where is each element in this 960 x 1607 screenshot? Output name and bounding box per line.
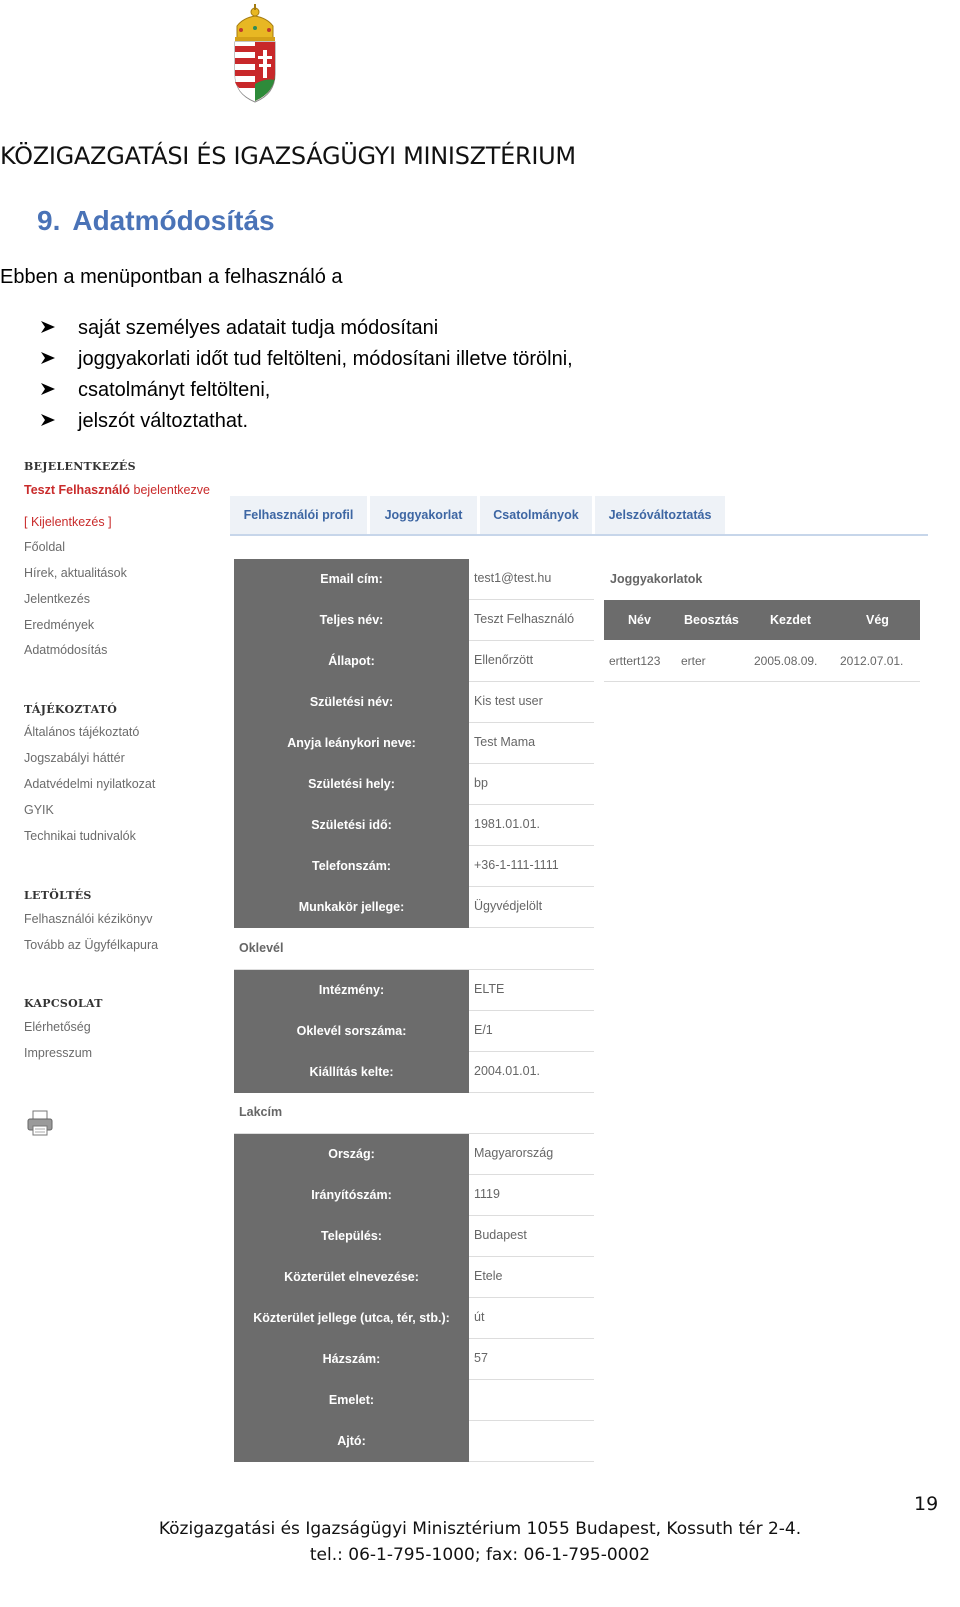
form-row-street-type: [234, 1298, 594, 1339]
logout-link[interactable]: [ Kijelentkezés ]: [24, 515, 112, 529]
sidebar-heading-login: BEJELENTKEZÉS: [24, 460, 136, 473]
app-screenshot: [18, 452, 948, 1472]
field-label: Email cím:: [234, 559, 469, 600]
form-row-status: [234, 641, 594, 682]
form-row-birth-name: [234, 682, 594, 723]
tab-joggyakorlat[interactable]: Joggyakorlat: [370, 496, 477, 534]
field-label: Teljes név:: [234, 600, 469, 641]
form-row-house-number: [234, 1339, 594, 1380]
field-label: Intézmény:: [234, 970, 469, 1011]
form-row-floor: [234, 1380, 594, 1421]
list-item: joggyakorlati időt tud feltölteni, módosítani illetve törölni,: [40, 344, 573, 375]
form-row-institution: [234, 970, 594, 1011]
field-value: Etele: [469, 1257, 594, 1298]
arrow-bullet-icon: [40, 344, 78, 375]
field-label: Kiállítás kelte:: [234, 1052, 469, 1093]
column-header: Név: [628, 613, 651, 627]
sidebar-item-manual[interactable]: Felhasználói kézikönyv: [24, 912, 153, 926]
field-label: Munkakör jellege:: [234, 887, 469, 928]
field-value: 1119: [469, 1175, 594, 1216]
tab-password-change[interactable]: Jelszóváltoztatás: [595, 496, 725, 534]
tab-user-profile[interactable]: Felhasználói profil: [230, 496, 367, 534]
field-value: Test Mama: [469, 723, 594, 764]
intro-text: Ebben a menüpontban a felhasználó a: [0, 266, 343, 288]
field-label: Anyja leánykori neve:: [234, 723, 469, 764]
field-label: Irányítószám:: [234, 1175, 469, 1216]
section-heading: [37, 205, 275, 237]
coat-of-arms-logo: [231, 4, 279, 104]
field-label: Közterület jellege (utca, tér, stb.):: [234, 1298, 469, 1339]
sidebar-item-news[interactable]: Hírek, aktualitások: [24, 566, 127, 580]
field-value: 1981.01.01.: [469, 805, 594, 846]
field-label: Születési idő:: [234, 805, 469, 846]
form-row-mother-name: [234, 723, 594, 764]
section-title-oklevel: Oklevél: [239, 941, 284, 955]
page-number: 19: [914, 1493, 939, 1515]
field-value: [469, 1421, 594, 1462]
sidebar-item-contact[interactable]: Elérhetőség: [24, 1020, 91, 1034]
list-item: jelszót változtathat.: [40, 406, 573, 437]
field-value: Magyarország: [469, 1134, 594, 1175]
field-label: Házszám:: [234, 1339, 469, 1380]
ministry-title: KÖZIGAZGATÁSI ÉS IGAZSÁGÜGYI MINISZTÉRIUM: [0, 142, 576, 170]
field-label: Oklevél sorszáma:: [234, 1011, 469, 1052]
profile-tabbar: [230, 496, 928, 536]
field-value: [469, 1380, 594, 1421]
sidebar-item-faq[interactable]: GYIK: [24, 803, 54, 817]
sidebar-item-home[interactable]: Főoldal: [24, 540, 65, 554]
sidebar-item-general-info[interactable]: Általános tájékoztató: [24, 725, 140, 739]
form-row-birth-place: [234, 764, 594, 805]
joggyakorlat-title: Joggyakorlatok: [610, 572, 703, 586]
field-value: út: [469, 1298, 594, 1339]
table-cell: erttert123: [609, 654, 661, 668]
footer-address: Közigazgatási és Igazságügyi Minisztérium 1055 Budapest, Kossuth tér 2-4.: [158, 1519, 802, 1539]
field-value: Kis test user: [469, 682, 594, 723]
form-row-phone: [234, 846, 594, 887]
section-number: 9.: [37, 205, 61, 236]
field-value: Teszt Felhasználó: [469, 600, 594, 641]
field-value: Ügyvédjelölt: [469, 887, 594, 928]
table-cell: erter: [681, 654, 706, 668]
field-label: Közterület elnevezése:: [234, 1257, 469, 1298]
arrow-bullet-icon: [40, 375, 78, 406]
sidebar-item-ugyfelkapu[interactable]: Tovább az Ügyfélkapura: [24, 938, 159, 952]
sidebar-item-data-edit[interactable]: Adatmódosítás: [24, 643, 108, 657]
field-value: 57: [469, 1339, 594, 1380]
form-row-city: [234, 1216, 594, 1257]
table-cell: 2005.08.09.: [754, 654, 818, 668]
column-header: Vég: [866, 613, 889, 627]
form-row-zip: [234, 1175, 594, 1216]
sidebar-heading-info: TÁJÉKOZTATÓ: [24, 703, 118, 716]
form-row-birth-date: [234, 805, 594, 846]
field-value: Budapest: [469, 1216, 594, 1257]
column-header: Beosztás: [684, 613, 739, 627]
field-label: Állapot:: [234, 641, 469, 682]
field-value: Ellenőrzött: [469, 641, 594, 682]
form-row-issue-date: [234, 1052, 594, 1093]
sidebar-heading-download: LETÖLTÉS: [24, 889, 92, 902]
section-title-lakcim: Lakcím: [239, 1105, 283, 1119]
form-row-full-name: [234, 600, 594, 641]
form-row-street-name: [234, 1257, 594, 1298]
field-label: Emelet:: [234, 1380, 469, 1421]
field-value: +36-1-111-1111: [469, 846, 594, 887]
form-row-country: [234, 1134, 594, 1175]
form-row-email: [234, 559, 594, 600]
arrow-bullet-icon: [40, 406, 78, 437]
field-value: bp: [469, 764, 594, 805]
footer-contact: tel.: 06-1-795-1000; fax: 06-1-795-0002: [309, 1545, 651, 1565]
field-value: E/1: [469, 1011, 594, 1052]
feature-list: [40, 313, 573, 437]
field-label: Telefonszám:: [234, 846, 469, 887]
sidebar-item-apply[interactable]: Jelentkezés: [24, 592, 91, 606]
tab-attachments[interactable]: Csatolmányok: [480, 496, 592, 534]
form-row-door: [234, 1421, 594, 1462]
list-item: saját személyes adatait tudja módosítani: [40, 313, 573, 344]
field-label: Település:: [234, 1216, 469, 1257]
column-header: Kezdet: [770, 613, 811, 627]
section-title: Adatmódosítás: [72, 205, 275, 236]
table-row[interactable]: [604, 640, 920, 682]
table-cell: 2012.07.01.: [840, 654, 904, 668]
field-label: Születési hely:: [234, 764, 469, 805]
arrow-bullet-icon: [40, 313, 78, 344]
field-label: Születési név:: [234, 682, 469, 723]
printer-icon[interactable]: [26, 1110, 54, 1136]
sidebar-item-legal[interactable]: Jogszabályi háttér: [24, 751, 125, 765]
joggyakorlat-table-header: [604, 600, 920, 640]
field-value: test1@test.hu: [469, 559, 594, 600]
form-row-job-type: [234, 887, 594, 928]
field-value: ELTE: [469, 970, 594, 1011]
sidebar-item-technical[interactable]: Technikai tudnivalók: [24, 829, 136, 843]
login-status: Teszt Felhasználó bejelentkezve: [24, 483, 210, 497]
field-label: Ország:: [234, 1134, 469, 1175]
list-item: csatolmányt feltölteni,: [40, 375, 573, 406]
sidebar-item-imprint[interactable]: Impresszum: [24, 1046, 93, 1060]
sidebar-heading-contact: KAPCSOLAT: [24, 997, 103, 1010]
sidebar-item-results[interactable]: Eredmények: [24, 618, 95, 632]
field-label: Ajtó:: [234, 1421, 469, 1462]
field-value: 2004.01.01.: [469, 1052, 594, 1093]
form-row-diploma-number: [234, 1011, 594, 1052]
sidebar-item-privacy[interactable]: Adatvédelmi nyilatkozat: [24, 777, 156, 791]
